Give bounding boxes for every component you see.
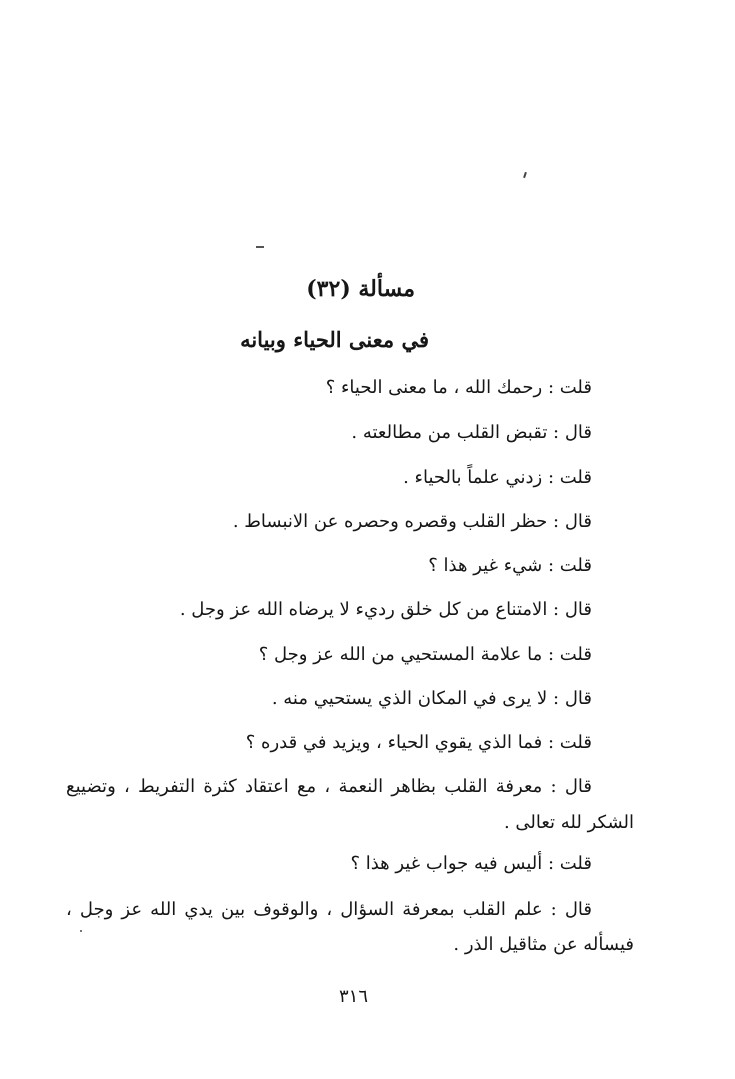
- dialogue-line: قال : معرفة القلب بظاهر النعمة ، مع اعتقاد كثرة التفريط ، وتضييع: [66, 776, 592, 797]
- stray-mark: [256, 246, 264, 248]
- dialogue-line-continuation: الشكر لله تعالى .: [503, 812, 634, 833]
- dialogue-line: قلت : رحمك الله ، ما معنى الحياء ؟: [325, 377, 592, 398]
- dialogue-line: قال : حظر القلب وقصره وحصره عن الانبساط .: [232, 511, 592, 532]
- dialogue-line: قال : علم القلب بمعرفة السؤال ، والوقوف بين يدي الله عز وجل ،: [66, 899, 592, 920]
- dialogue-line: قلت : ما علامة المستحيي من الله عز وجل ؟: [258, 644, 592, 665]
- dialogue-line: قلت : أليس فيه جواب غير هذا ؟: [350, 853, 592, 874]
- dialogue-line: قال : الامتناع من كل خلق رديء لا يرضاه الله عز وجل .: [179, 599, 592, 620]
- section-title: في معنى الحياء وبيانه: [240, 327, 429, 352]
- dialogue-line: قلت : زدني علماً بالحياء .: [403, 467, 592, 488]
- stray-mark: [80, 930, 82, 932]
- dialogue-line: قال : تقبض القلب من مطالعته .: [351, 422, 592, 443]
- stray-mark: [523, 172, 527, 178]
- page-number: ٣١٦: [338, 986, 368, 1007]
- question-heading: مسألة (٣٢): [306, 276, 415, 302]
- dialogue-line: قلت : فما الذي يقوي الحياء ، ويزيد في قدره ؟: [245, 732, 592, 753]
- dialogue-line: قال : لا يرى في المكان الذي يستحيي منه .: [271, 688, 592, 709]
- dialogue-line-continuation: فيسأله عن مثاقيل الذر .: [453, 934, 634, 955]
- dialogue-line: قلت : شيء غير هذا ؟: [428, 555, 592, 576]
